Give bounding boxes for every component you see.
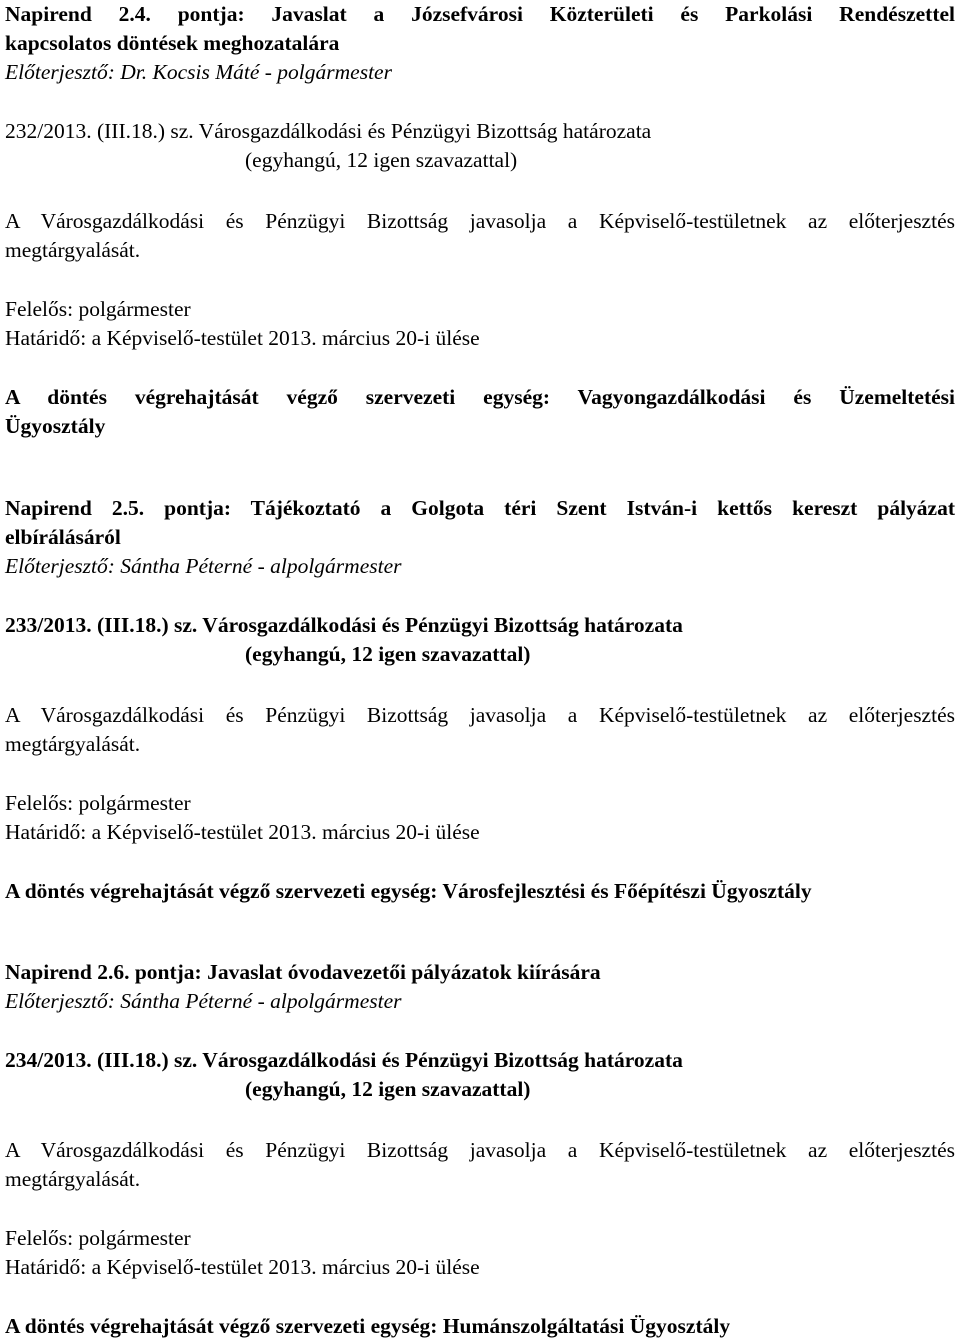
responsible-line: Felelős: polgármester xyxy=(5,1226,191,1250)
agenda-section-2-6 xyxy=(5,958,955,1341)
resolution-body-continued: megtárgyalását. xyxy=(5,238,141,262)
deadline-line: Határidő: a Képviselő-testület 2013. március 20-i ülése xyxy=(5,326,480,350)
agenda-section-2-5 xyxy=(5,494,955,906)
deadline-line: Határidő: a Képviselő-testület 2013. március 20-i ülése xyxy=(5,1255,480,1279)
resolution-body-continued: megtárgyalását. xyxy=(5,1167,141,1191)
agenda-heading-continued: elbírálásáról xyxy=(5,525,121,549)
resolution-body-continued: megtárgyalását. xyxy=(5,732,141,756)
executing-unit: A döntés végrehajtását végző szervezeti egység: Humánszolgáltatási Ügyosztály xyxy=(5,1314,731,1338)
resolution-title: 234/2013. (III.18.) sz. Városgazdálkodási és Pénzügyi Bizottság határozata xyxy=(5,1048,683,1072)
vote-result: (egyhangú, 12 igen szavazattal) xyxy=(245,1077,531,1101)
responsible-line: Felelős: polgármester xyxy=(5,791,191,815)
agenda-heading: Napirend 2.6. pontja: Javaslat óvodavezetői pályázatok kiírására xyxy=(5,960,601,984)
agenda-section-2-4 xyxy=(5,0,955,441)
resolution-title: 233/2013. (III.18.) sz. Városgazdálkodási és Pénzügyi Bizottság határozata xyxy=(5,613,683,637)
agenda-heading: Napirend 2.5. pontja: Tájékoztató a Golgota téri Szent István-i kettős kereszt pályázat xyxy=(5,496,955,520)
executing-unit: A döntés végrehajtását végző szervezeti egység: Városfejlesztési és Főépítészi Ügyosztály xyxy=(5,879,812,903)
vote-result: (egyhangú, 12 igen szavazattal) xyxy=(245,642,531,666)
executing-unit: A döntés végrehajtását végző szervezeti egység: Vagyongazdálkodási és Üzemeltetési xyxy=(5,385,955,409)
presenter-line: Előterjesztő: Sántha Péterné - alpolgármester xyxy=(5,554,402,578)
agenda-heading-continued: kapcsolatos döntések meghozatalára xyxy=(5,31,340,55)
resolution-body: A Városgazdálkodási és Pénzügyi Bizottság javasolja a Képviselő-testületnek az előterjesztés xyxy=(5,703,955,727)
presenter-line: Előterjesztő: Dr. Kocsis Máté - polgármester xyxy=(5,60,392,84)
resolution-body: A Városgazdálkodási és Pénzügyi Bizottság javasolja a Képviselő-testületnek az előterjesztés xyxy=(5,209,955,233)
agenda-heading: Napirend 2.4. pontja: Javaslat a Józsefvárosi Közterületi és Parkolási Rendészettel xyxy=(5,2,955,26)
presenter-line: Előterjesztő: Sántha Péterné - alpolgármester xyxy=(5,989,402,1013)
executing-unit-continued: Ügyosztály xyxy=(5,414,106,438)
deadline-line: Határidő: a Képviselő-testület 2013. március 20-i ülése xyxy=(5,820,480,844)
resolution-body: A Városgazdálkodási és Pénzügyi Bizottság javasolja a Képviselő-testületnek az előterjesztés xyxy=(5,1138,955,1162)
responsible-line: Felelős: polgármester xyxy=(5,297,191,321)
vote-result: (egyhangú, 12 igen szavazattal) xyxy=(245,148,518,172)
resolution-title: 232/2013. (III.18.) sz. Városgazdálkodási és Pénzügyi Bizottság határozata xyxy=(5,119,652,143)
